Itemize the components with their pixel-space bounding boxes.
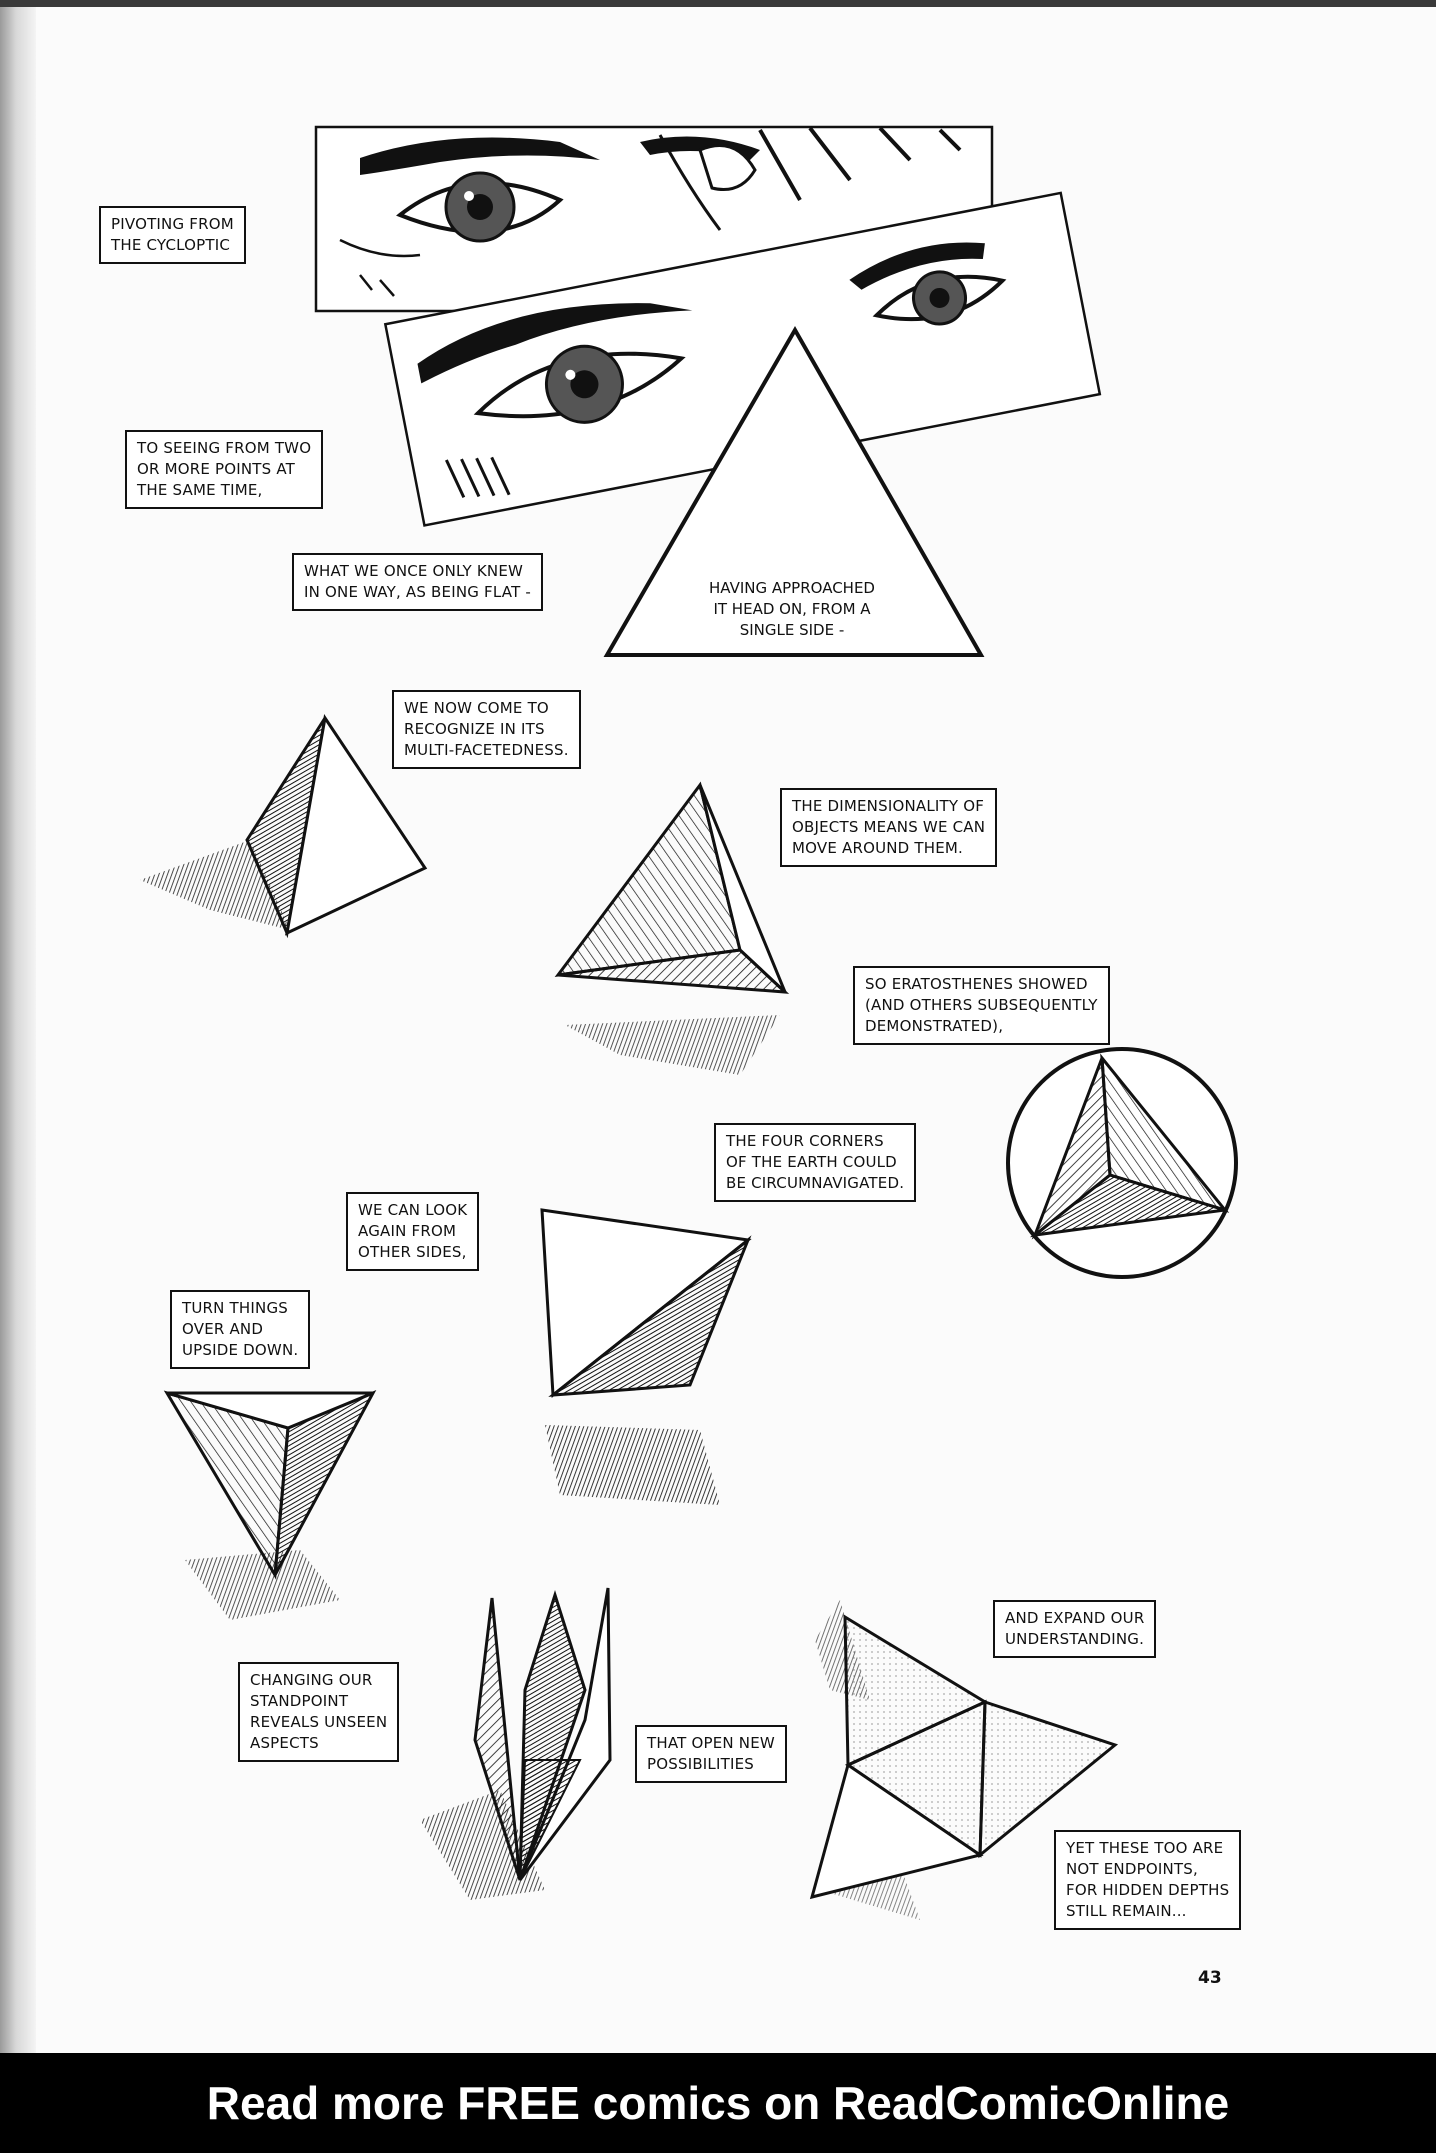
caption-multifacetedness: WE NOW COME TO RECOGNIZE IN ITS MULTI-FACETEDNESS. — [392, 690, 581, 769]
opened-tetrahedron — [420, 1588, 610, 1900]
caption-dimensionality: THE DIMENSIONALITY OF OBJECTS MEANS WE CAN MOVE AROUND THEM. — [780, 788, 997, 867]
caption-look-again: WE CAN LOOK AGAIN FROM OTHER SIDES, — [346, 1192, 479, 1271]
caption-seeing-two-points: TO SEEING FROM TWO OR MORE POINTS AT THE SAME TIME, — [125, 430, 323, 509]
tetrahedron-3 — [542, 1210, 748, 1505]
caption-eratosthenes: SO ERATOSTHENES SHOWED (AND OTHERS SUBSEQUENTLY DEMONSTRATED), — [853, 966, 1110, 1045]
caption-hidden-depths: YET THESE TOO ARE NOT ENDPOINTS, FOR HIDDEN DEPTHS STILL REMAIN... — [1054, 1830, 1241, 1930]
caption-once-flat: WHAT WE ONCE ONLY KNEW IN ONE WAY, AS BEING FLAT - — [292, 553, 543, 611]
caption-head-on: HAVING APPROACHED IT HEAD ON, FROM A SINGLE SIDE - — [709, 579, 875, 639]
tetrahedron-1 — [140, 718, 425, 933]
tetrahedron-2 — [558, 785, 785, 1075]
caption-changing-standpoint: CHANGING OUR STANDPOINT REVEALS UNSEEN ASPECTS — [238, 1662, 399, 1762]
promo-banner-text[interactable]: Read more FREE comics on ReadComicOnline — [206, 2077, 1230, 2129]
caption-pivoting: PIVOTING FROM THE CYCLOPTIC — [99, 206, 246, 264]
tetrahedron-upside-down — [167, 1393, 373, 1620]
caption-four-corners: THE FOUR CORNERS OF THE EARTH COULD BE CIRCUMNAVIGATED. — [714, 1123, 916, 1202]
caption-upside-down: TURN THINGS OVER AND UPSIDE DOWN. — [170, 1290, 310, 1369]
circle-tetrahedron — [1008, 1049, 1236, 1277]
promo-banner[interactable] — [0, 2053, 1436, 2153]
page-number: 43 — [1198, 1968, 1222, 1988]
caption-new-possibilities: THAT OPEN NEW POSSIBILITIES — [635, 1725, 787, 1783]
caption-expand-understanding: AND EXPAND OUR UNDERSTANDING. — [993, 1600, 1156, 1658]
